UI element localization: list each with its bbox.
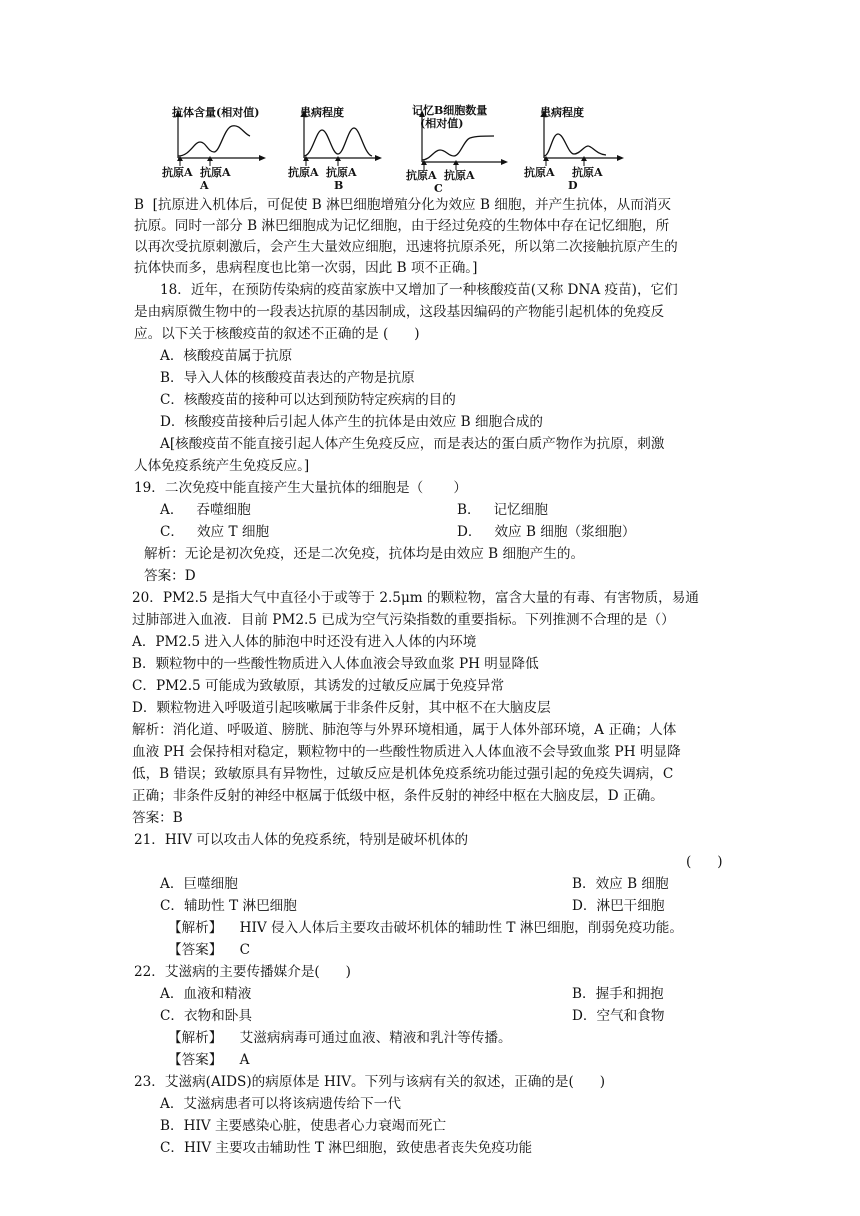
q18-stem-line: 18．近年，在预防传染病的疫苗家族中又增加了一种核酸疫苗(又称 DNA 疫苗)，它们 [160, 282, 678, 298]
q23-option: A．艾滋病患者可以将该病遗传给下一代 [160, 1096, 401, 1112]
q22-option: A．血液和精液 [160, 986, 252, 1002]
q21-option: D．淋巴干细胞 [572, 898, 665, 914]
antibody-graphs-figure [160, 100, 630, 195]
graph-a [160, 100, 270, 195]
q23-option: C．HIV 主要攻击辅助性 T 淋巴细胞，致使患者丧失免疫功能 [160, 1140, 533, 1156]
q20-stem-line: 20．PM2.5 是指大气中直径小于或等于 2.5μm 的颗粒物，富含大量的有毒、有害物质，易通 [132, 590, 699, 606]
graph-d [526, 100, 636, 195]
q19-option: A． 吞噬细胞 [160, 502, 251, 518]
graph-a-label-2: 抗原A [200, 166, 231, 179]
graph-a-title: 抗体含量(相对值) [172, 106, 260, 119]
q21-stem: 21．HIV 可以攻击人体的免疫系统，特别是破坏机体的 [134, 832, 469, 848]
q18-explanation-line: A[核酸疫苗不能直接引起人体产生免疫反应，而是表达的蛋白质产物作为抗原，刺激 [160, 436, 665, 452]
q21-explanation: 【解析】 HIV 侵入人体后主要攻击破坏机体的辅助性 T 淋巴细胞，削弱免疫功能。 [168, 920, 683, 936]
graph-c-subtitle: (相对值) [420, 117, 464, 130]
q22-answer: 【答案】 A [168, 1052, 250, 1068]
graph-d-letter: D [568, 179, 578, 192]
q20-option: B．颗粒物中的一些酸性物质进入人体血液会导致血浆 PH 明显降低 [132, 656, 539, 672]
q22-stem: 22．艾滋病的主要传播媒介是( ) [134, 964, 351, 980]
q18-option: D．核酸疫苗接种后引起人体产生的抗体是由效应 B 细胞合成的 [160, 414, 543, 430]
graph-b [286, 100, 396, 195]
q19-answer: 答案：D [144, 568, 196, 584]
q18-option: A．核酸疫苗属于抗原 [160, 348, 293, 364]
q17-explanation-line: 抗体快而多，患病程度也比第一次弱，因此 B 项不正确。] [134, 260, 478, 276]
q23-stem: 23．艾滋病(AIDS)的病原体是 HIV。下列与该病有关的叙述，正确的是( ) [134, 1074, 606, 1090]
q18-stem-line: 应。以下关于核酸疫苗的叙述不正确的是 ( ) [134, 326, 420, 342]
q19-option: C． 效应 T 细胞 [160, 524, 270, 540]
q20-explanation-line: 低，B 错误；致敏原具有异物性，过敏反应是机体免疫系统功能过强引起的免疫失调病，C [132, 766, 674, 782]
q22-option: C．衣物和卧具 [160, 1008, 252, 1024]
q17-explanation-line: 以再次受抗原刺激后，会产生大量效应细胞，迅速将抗原杀死，所以第二次接触抗原产生的 [134, 239, 678, 255]
q21-option: A．巨噬细胞 [160, 876, 238, 892]
graph-a-letter: A [200, 179, 209, 192]
graph-d-label-1: 抗原A [524, 166, 555, 179]
q20-explanation-line: 解析：消化道、呼吸道、膀胱、肺泡等与外界环境相通，属于人体外部环境，A 正确；人体 [132, 722, 677, 738]
q18-option: C．核酸疫苗的接种可以达到预防特定疾病的目的 [160, 392, 456, 408]
graph-b-title: 患病程度 [300, 106, 344, 119]
q17-explanation-line: 抗原。同时一部分 B 淋巴细胞成为记忆细胞，由于经过免疫的生物体中存在记忆细胞，所 [134, 218, 670, 234]
graph-d-label-2: 抗原A [572, 166, 603, 179]
q21-answer-blank: ( ) [686, 854, 723, 870]
q18-option: B．导入人体的核酸疫苗表达的产物是抗原 [160, 370, 415, 386]
q20-explanation-line: 血液 PH 会保持相对稳定，颗粒物中的一些酸性物质进入人体血液不会导致血浆 PH 明显降 [132, 744, 681, 760]
graph-b-letter: B [334, 179, 344, 192]
q19-stem: 19．二次免疫中能直接产生大量抗体的细胞是（ ） [134, 480, 468, 496]
q22-explanation: 【解析】 艾滋病病毒可通过血液、精液和乳汁等传播。 [168, 1030, 512, 1046]
graph-c [404, 100, 514, 195]
q20-stem-line: 过肺部进入血液．目前 PM2.5 已成为空气污染指数的重要指标。下列推测不合理的是（） [132, 612, 675, 628]
graph-c-title: 记忆B细胞数量 [412, 104, 488, 117]
graph-c-label-1: 抗原A [406, 169, 437, 182]
graph-d-title: 患病程度 [540, 106, 584, 119]
q20-answer: 答案：B [132, 810, 183, 826]
graph-b-label-2: 抗原A [326, 166, 357, 179]
graph-b-label-1: 抗原A [288, 166, 319, 179]
q22-option: B．握手和拥抱 [572, 986, 664, 1002]
q21-option: B．效应 B 细胞 [572, 876, 669, 892]
q21-option: C．辅助性 T 淋巴细胞 [160, 898, 297, 914]
q20-option: C．PM2.5 可能成为致敏原，其诱发的过敏反应属于免疫异常 [132, 678, 505, 694]
q22-option: D．空气和食物 [572, 1008, 665, 1024]
graph-a-label-1: 抗原A [162, 166, 193, 179]
q19-option: D． 效应 B 细胞（浆细胞） [457, 524, 636, 540]
q18-stem-line: 是由病原微生物中的一段表达抗原的基因制成，这段基因编码的产物能引起机体的免疫反 [134, 304, 665, 320]
q23-option: B．HIV 主要感染心脏，使患者心力衰竭而死亡 [160, 1118, 447, 1134]
q20-explanation-line: 正确；非条件反射的神经中枢属于低级中枢，条件反射的神经中枢在大脑皮层，D 正确。 [132, 788, 664, 804]
q19-explanation: 解析：无论是初次免疫，还是二次免疫，抗体均是由效应 B 细胞产生的。 [144, 546, 585, 562]
q20-option: D．颗粒物进入呼吸道引起咳嗽属于非条件反射，其中枢不在大脑皮层 [132, 700, 551, 716]
q20-option: A．PM2.5 进入人体的肺泡中时还没有进入人体的内环境 [132, 634, 477, 650]
q19-option: B． 记忆细胞 [457, 502, 548, 518]
graph-c-label-2: 抗原A [444, 169, 475, 182]
q21-answer: 【答案】 C [168, 942, 251, 958]
graph-c-letter: C [434, 182, 443, 195]
q17-explanation-line: B [抗原进入机体后，可促使 B 淋巴细胞增殖分化为效应 B 细胞，并产生抗体，从而消灭 [134, 197, 671, 213]
q18-explanation-line: 人体免疫系统产生免疫反应。] [134, 458, 310, 474]
